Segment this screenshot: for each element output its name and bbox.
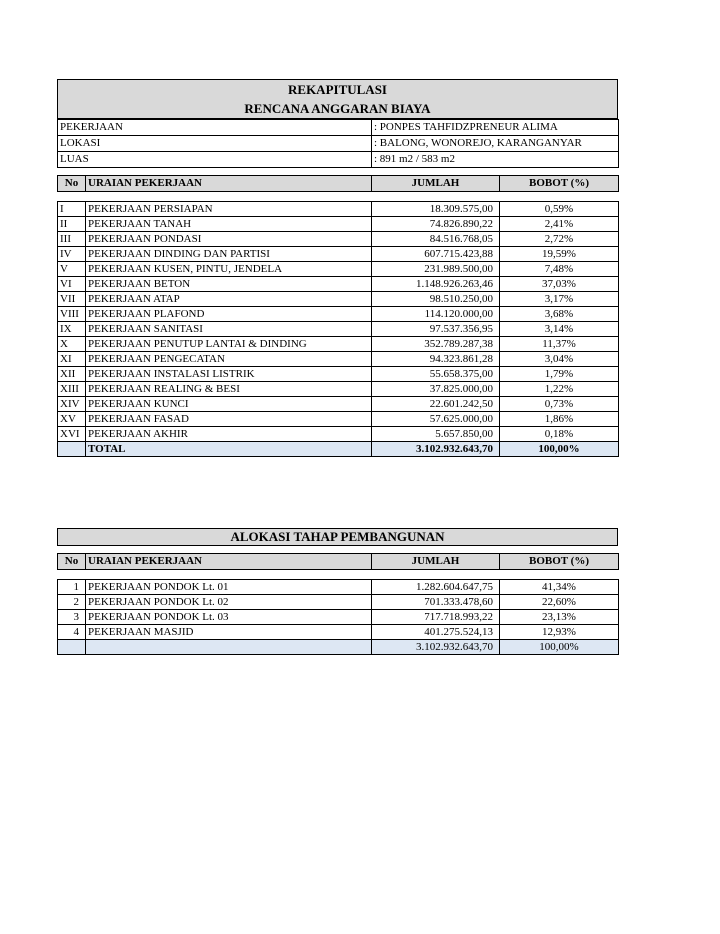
row-no: VI bbox=[58, 277, 86, 292]
row-no: XVI bbox=[58, 427, 86, 442]
table-row bbox=[58, 262, 619, 277]
table-row bbox=[58, 625, 619, 640]
header-no: No bbox=[58, 554, 86, 570]
row-bobot: 3,04% bbox=[500, 352, 619, 367]
row-bobot: 12,93% bbox=[500, 625, 619, 640]
row-no: IX bbox=[58, 322, 86, 337]
row-bobot: 0,59% bbox=[500, 202, 619, 217]
row-jumlah: 98.510.250,00 bbox=[372, 292, 500, 307]
row-bobot: 1,86% bbox=[500, 412, 619, 427]
row-jumlah: 84.516.768,05 bbox=[372, 232, 500, 247]
row-bobot: 2,72% bbox=[500, 232, 619, 247]
table-row bbox=[58, 382, 619, 397]
row-no: 4 bbox=[58, 625, 86, 640]
table-row bbox=[58, 367, 619, 382]
project-info-table bbox=[57, 119, 619, 168]
row-no: III bbox=[58, 232, 86, 247]
info-value: : BALONG, WONOREJO, KARANGANYAR bbox=[372, 136, 619, 152]
row-jumlah: 352.789.287,38 bbox=[372, 337, 500, 352]
row-jumlah: 1.282.604.647,75 bbox=[372, 580, 500, 595]
table-row bbox=[58, 397, 619, 412]
header-jumlah: JUMLAH bbox=[372, 176, 500, 192]
row-jumlah: 74.826.890,22 bbox=[372, 217, 500, 232]
info-row bbox=[58, 136, 619, 152]
row-jumlah: 37.825.000,00 bbox=[372, 382, 500, 397]
row-bobot: 7,48% bbox=[500, 262, 619, 277]
rekap-header-table bbox=[57, 175, 619, 192]
row-no: XI bbox=[58, 352, 86, 367]
row-no: XIV bbox=[58, 397, 86, 412]
row-bobot: 1,22% bbox=[500, 382, 619, 397]
rekap-body-table bbox=[57, 201, 619, 457]
row-uraian: PEKERJAAN PONDOK Lt. 01 bbox=[86, 580, 372, 595]
row-bobot: 0,18% bbox=[500, 427, 619, 442]
table-row bbox=[58, 232, 619, 247]
table-header-row bbox=[58, 176, 619, 192]
table-row bbox=[58, 580, 619, 595]
info-label: LOKASI bbox=[58, 136, 372, 152]
row-no: II bbox=[58, 217, 86, 232]
row-jumlah: 231.989.500,00 bbox=[372, 262, 500, 277]
row-bobot: 19,59% bbox=[500, 247, 619, 262]
header-uraian: URAIAN PEKERJAAN bbox=[86, 554, 372, 570]
table-row bbox=[58, 337, 619, 352]
header-uraian: URAIAN PEKERJAAN bbox=[86, 176, 372, 192]
row-uraian: PEKERJAAN KUNCI bbox=[86, 397, 372, 412]
row-jumlah: 701.333.478,60 bbox=[372, 595, 500, 610]
row-uraian: PEKERJAAN PONDOK Lt. 02 bbox=[86, 595, 372, 610]
table-row bbox=[58, 427, 619, 442]
row-no: I bbox=[58, 202, 86, 217]
table-row bbox=[58, 217, 619, 232]
row-bobot: 3,68% bbox=[500, 307, 619, 322]
row-uraian: PEKERJAAN REALING & BESI bbox=[86, 382, 372, 397]
row-jumlah: 1.148.926.263,46 bbox=[372, 277, 500, 292]
row-jumlah: 18.309.575,00 bbox=[372, 202, 500, 217]
row-no: IV bbox=[58, 247, 86, 262]
header-jumlah: JUMLAH bbox=[372, 554, 500, 570]
row-jumlah: 717.718.993,22 bbox=[372, 610, 500, 625]
row-jumlah: 114.120.000,00 bbox=[372, 307, 500, 322]
header-no: No bbox=[58, 176, 86, 192]
row-bobot: 37,03% bbox=[500, 277, 619, 292]
row-no: VII bbox=[58, 292, 86, 307]
total-label: TOTAL bbox=[86, 442, 372, 457]
total-row bbox=[58, 640, 619, 655]
header-bobot: BOBOT (%) bbox=[500, 554, 619, 570]
row-bobot: 3,14% bbox=[500, 322, 619, 337]
row-uraian: PEKERJAAN AKHIR bbox=[86, 427, 372, 442]
row-uraian: PEKERJAAN ATAP bbox=[86, 292, 372, 307]
row-no: XII bbox=[58, 367, 86, 382]
row-jumlah: 5.657.850,00 bbox=[372, 427, 500, 442]
alokasi-body-table bbox=[57, 579, 619, 655]
alokasi-title: ALOKASI TAHAP PEMBANGUNAN bbox=[57, 528, 618, 546]
row-uraian: PEKERJAAN PENUTUP LANTAI & DINDING bbox=[86, 337, 372, 352]
row-uraian: PEKERJAAN PONDOK Lt. 03 bbox=[86, 610, 372, 625]
alokasi-sheet bbox=[57, 528, 618, 655]
table-row bbox=[58, 595, 619, 610]
table-row bbox=[58, 307, 619, 322]
row-bobot: 11,37% bbox=[500, 337, 619, 352]
row-uraian: PEKERJAAN DINDING DAN PARTISI bbox=[86, 247, 372, 262]
info-row bbox=[58, 152, 619, 168]
row-no: X bbox=[58, 337, 86, 352]
rekap-subtitle: RENCANA ANGGARAN BIAYA bbox=[244, 101, 431, 116]
rekap-title: REKAPITULASI bbox=[288, 82, 387, 97]
row-uraian: PEKERJAAN PENGECATAN bbox=[86, 352, 372, 367]
info-label: LUAS bbox=[58, 152, 372, 168]
table-row bbox=[58, 610, 619, 625]
table-row bbox=[58, 202, 619, 217]
row-no: VIII bbox=[58, 307, 86, 322]
table-row bbox=[58, 247, 619, 262]
row-uraian: PEKERJAAN INSTALASI LISTRIK bbox=[86, 367, 372, 382]
total-row bbox=[58, 442, 619, 457]
info-row bbox=[58, 120, 619, 136]
row-jumlah: 97.537.356,95 bbox=[372, 322, 500, 337]
row-bobot: 3,17% bbox=[500, 292, 619, 307]
row-no: 2 bbox=[58, 595, 86, 610]
row-jumlah: 57.625.000,00 bbox=[372, 412, 500, 427]
row-no: 1 bbox=[58, 580, 86, 595]
row-uraian: PEKERJAAN BETON bbox=[86, 277, 372, 292]
row-jumlah: 22.601.242,50 bbox=[372, 397, 500, 412]
row-no: V bbox=[58, 262, 86, 277]
row-jumlah: 55.658.375,00 bbox=[372, 367, 500, 382]
row-uraian: PEKERJAAN TANAH bbox=[86, 217, 372, 232]
rekap-title-box bbox=[57, 79, 618, 119]
table-row bbox=[58, 352, 619, 367]
header-bobot: BOBOT (%) bbox=[500, 176, 619, 192]
row-uraian: PEKERJAAN PONDASI bbox=[86, 232, 372, 247]
table-row bbox=[58, 322, 619, 337]
total-bobot: 100,00% bbox=[500, 442, 619, 457]
table-row bbox=[58, 292, 619, 307]
row-uraian: PEKERJAAN PERSIAPAN bbox=[86, 202, 372, 217]
table-row bbox=[58, 277, 619, 292]
row-jumlah: 94.323.861,28 bbox=[372, 352, 500, 367]
row-jumlah: 401.275.524,13 bbox=[372, 625, 500, 640]
row-bobot: 41,34% bbox=[500, 580, 619, 595]
row-bobot: 1,79% bbox=[500, 367, 619, 382]
info-label: PEKERJAAN bbox=[58, 120, 372, 136]
row-uraian: PEKERJAAN KUSEN, PINTU, JENDELA bbox=[86, 262, 372, 277]
total-jumlah: 3.102.932.643,70 bbox=[372, 640, 500, 655]
row-uraian: PEKERJAAN PLAFOND bbox=[86, 307, 372, 322]
row-no: XV bbox=[58, 412, 86, 427]
row-bobot: 23,13% bbox=[500, 610, 619, 625]
row-uraian: PEKERJAAN SANITASI bbox=[86, 322, 372, 337]
rekap-sheet bbox=[57, 79, 618, 457]
row-bobot: 0,73% bbox=[500, 397, 619, 412]
table-row bbox=[58, 412, 619, 427]
row-no: XIII bbox=[58, 382, 86, 397]
total-jumlah: 3.102.932.643,70 bbox=[372, 442, 500, 457]
total-bobot: 100,00% bbox=[500, 640, 619, 655]
info-value: : PONPES TAHFIDZPRENEUR ALIMA bbox=[372, 120, 619, 136]
row-uraian: PEKERJAAN MASJID bbox=[86, 625, 372, 640]
row-bobot: 22,60% bbox=[500, 595, 619, 610]
row-no: 3 bbox=[58, 610, 86, 625]
alokasi-header-table bbox=[57, 553, 619, 570]
row-uraian: PEKERJAAN FASAD bbox=[86, 412, 372, 427]
row-jumlah: 607.715.423,88 bbox=[372, 247, 500, 262]
row-bobot: 2,41% bbox=[500, 217, 619, 232]
table-header-row bbox=[58, 554, 619, 570]
info-value: : 891 m2 / 583 m2 bbox=[372, 152, 619, 168]
